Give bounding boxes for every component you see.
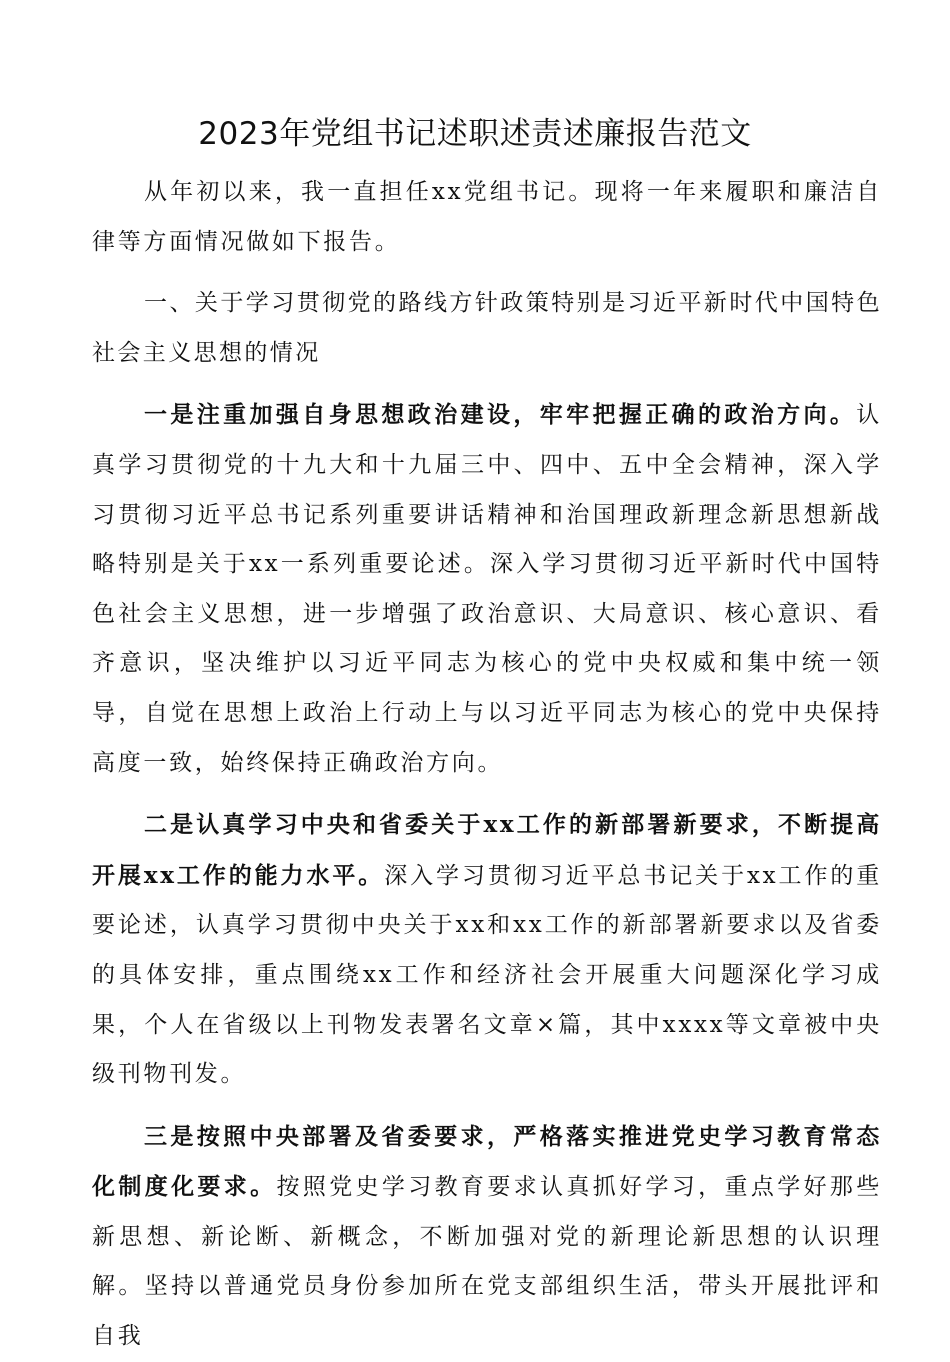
- document-body: [92, 168, 882, 1362]
- section-heading-text: 一、关于学习贯彻党的路线方针政策特别是习近平新时代中国特色社会主义思想的情况: [92, 290, 882, 366]
- paragraph-lead-bold: 二是认真学习中央和省委关于xx工作的新部署新要求，不断提高开展xx工作的能力水平。: [92, 811, 882, 889]
- section-heading: [92, 279, 882, 378]
- paragraph-item-2: [92, 800, 882, 1100]
- paragraph-lead-bold: 三是按照中央部署及省委要求，严格落实推进党史学习教育常态化制度化要求。: [92, 1122, 882, 1201]
- paragraph-item-3: [92, 1112, 882, 1362]
- paragraph-text: 按照党史学习教育要求认真抓好学习，重点学好那些新思想、新论断、新概念，不断加强对党的新理论新思想的认识理解。坚持以普通党员身份参加所在党支部组织生活，带头开展批评和自我: [92, 1174, 882, 1350]
- paragraph-intro: [92, 168, 882, 267]
- document-title: 2023年党组书记述职述责述廉报告范文: [198, 116, 752, 152]
- paragraph-item-1: [92, 390, 882, 788]
- paragraph-text: 认真学习贯彻党的十九大和十九届三中、四中、五中全会精神，深入学习贯彻习近平总书记系列重要讲话精神和治国理政新理念新思想新战略特别是关于xx一系列重要论述。深入学习贯彻习近平新时代中国特色社会主义思想，进一步增强了政治意识、大局意识、核心意识、看齐意识，坚决维护以习近平同志为核心的党中央权威和集中统一领导，自觉在思想上政治上行动上与以习近平同志为核心的党中央保持高度一致，始终保持正确政治方向。: [92, 402, 882, 776]
- paragraph-lead-bold: 一是注重加强自身思想政治建设，牢牢把握正确的政治方向。: [144, 401, 857, 429]
- paragraph-text: 从年初以来，我一直担任xx党组书记。现将一年来履职和廉洁自律等方面情况做如下报告。: [92, 179, 882, 255]
- paragraph-text: 深入学习贯彻习近平总书记关于xx工作的重要论述，认真学习贯彻中央关于xx和xx工作的新部署新要求以及省委的具体安排，重点围绕xx工作和经济社会开展重大问题深化学习成果，个人在省级以上刊物发表署名文章×篇，其中xxxx等文章被中央级刊物刊发。: [92, 862, 882, 1088]
